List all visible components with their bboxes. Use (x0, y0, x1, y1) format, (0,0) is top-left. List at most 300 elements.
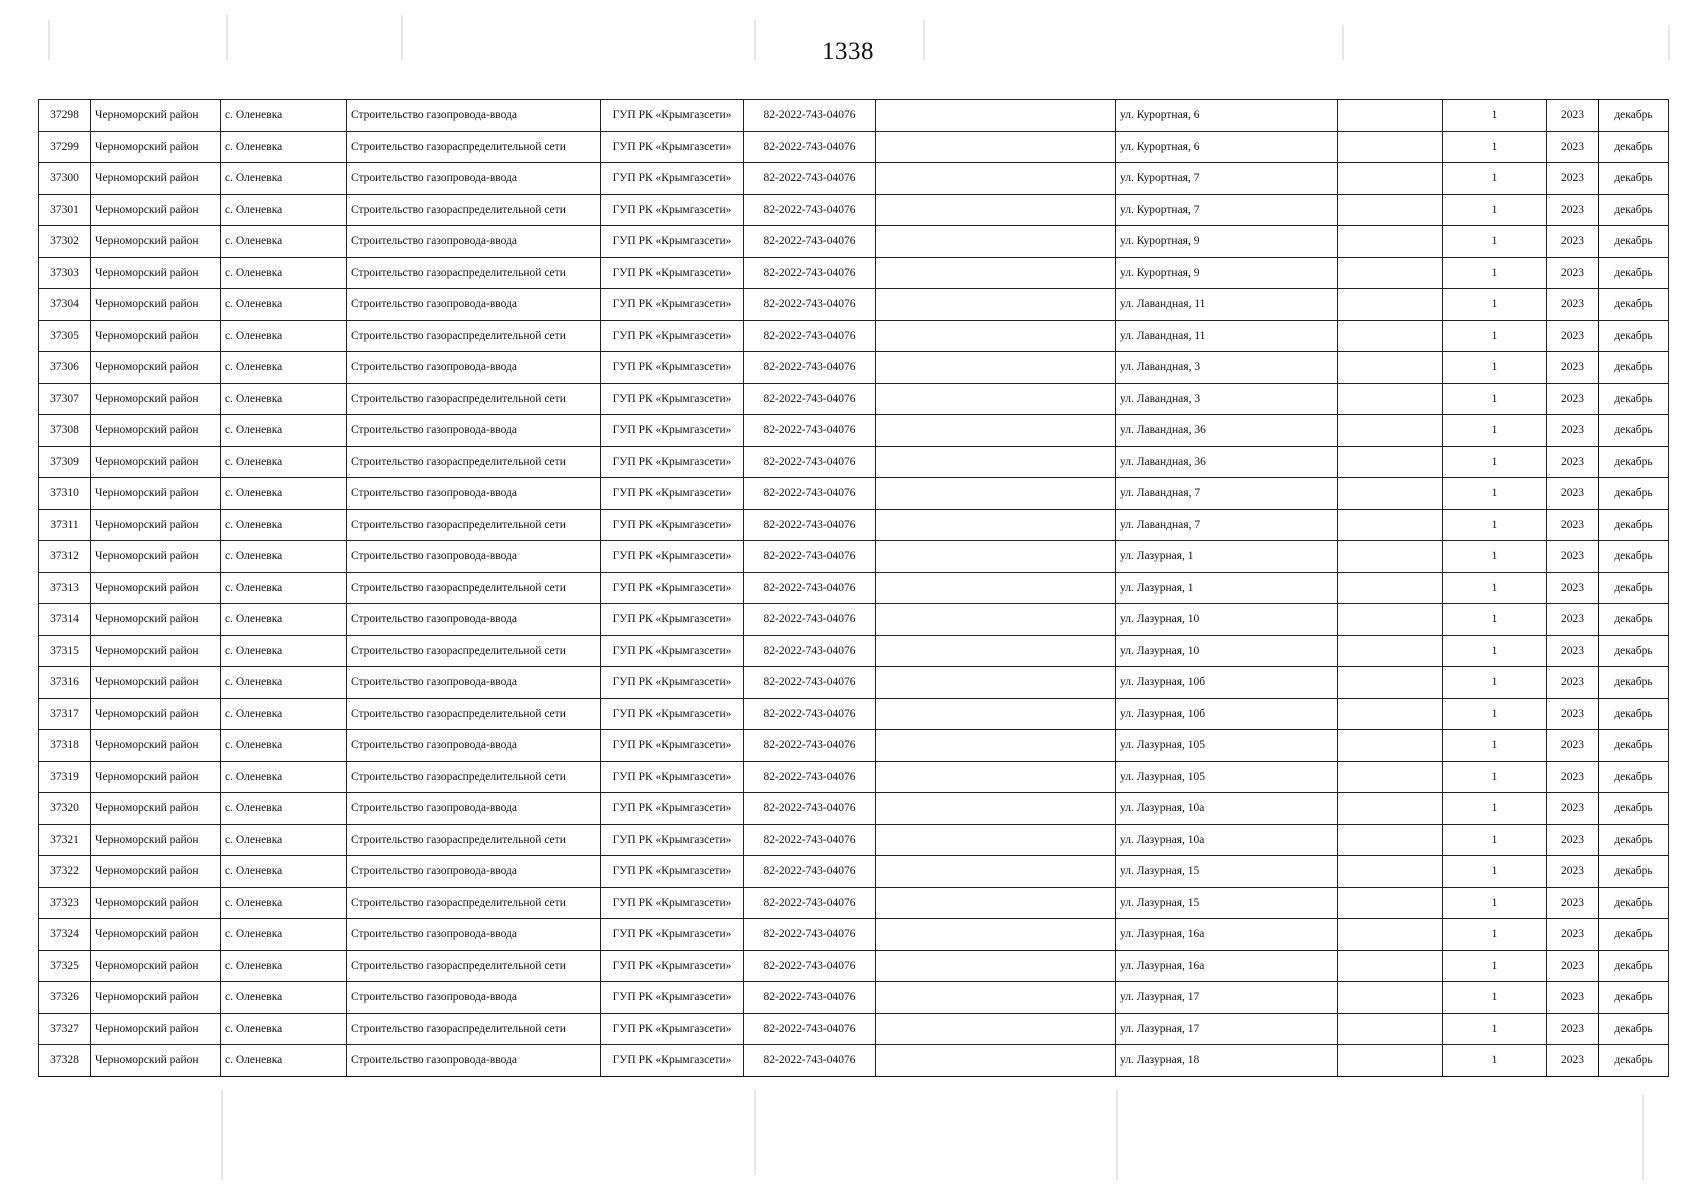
cell-district: Черноморский район (91, 509, 221, 541)
cell-month: декабрь (1599, 1013, 1669, 1045)
cell-project-code: 82-2022-743-04076 (744, 226, 876, 258)
cell-district: Черноморский район (91, 919, 221, 951)
cell-village: с. Оленевка (221, 572, 347, 604)
cell-organization: ГУП РК «Крымгазсети» (601, 257, 744, 289)
cell-work-type: Строительство газораспределительной сети (347, 509, 601, 541)
cell-month: декабрь (1599, 1045, 1669, 1077)
cell-number: 37320 (39, 793, 91, 825)
cell-organization: ГУП РК «Крымгазсети» (601, 194, 744, 226)
cell-year: 2023 (1547, 919, 1599, 951)
table-row (39, 415, 1669, 447)
cell-blank (1338, 478, 1443, 510)
cell-address: ул. Лазурная, 10а (1116, 793, 1338, 825)
cell-year: 2023 (1547, 856, 1599, 888)
cell-blank (1338, 982, 1443, 1014)
cell-year: 2023 (1547, 257, 1599, 289)
cell-quantity: 1 (1443, 100, 1547, 132)
cell-village: с. Оленевка (221, 100, 347, 132)
cell-work-type: Строительство газораспределительной сети (347, 887, 601, 919)
cell-organization: ГУП РК «Крымгазсети» (601, 698, 744, 730)
cell-district: Черноморский район (91, 635, 221, 667)
cell-work-type: Строительство газопровода-ввода (347, 1045, 601, 1077)
cell-work-type: Строительство газораспределительной сети (347, 572, 601, 604)
cell-extra (876, 509, 1116, 541)
cell-organization: ГУП РК «Крымгазсети» (601, 604, 744, 636)
cell-address: ул. Лазурная, 10а (1116, 824, 1338, 856)
cell-village: с. Оленевка (221, 950, 347, 982)
cell-work-type: Строительство газопровода-ввода (347, 919, 601, 951)
cell-quantity: 1 (1443, 446, 1547, 478)
cell-extra (876, 131, 1116, 163)
table-row (39, 667, 1669, 699)
cell-village: с. Оленевка (221, 415, 347, 447)
cell-address: ул. Лазурная, 15 (1116, 887, 1338, 919)
cell-address: ул. Лавандная, 3 (1116, 383, 1338, 415)
table-row (39, 761, 1669, 793)
cell-organization: ГУП РК «Крымгазсети» (601, 572, 744, 604)
cell-year: 2023 (1547, 100, 1599, 132)
cell-work-type: Строительство газопровода-ввода (347, 793, 601, 825)
cell-organization: ГУП РК «Крымгазсети» (601, 824, 744, 856)
cell-work-type: Строительство газопровода-ввода (347, 667, 601, 699)
cell-district: Черноморский район (91, 541, 221, 573)
cell-work-type: Строительство газопровода-ввода (347, 100, 601, 132)
cell-extra (876, 320, 1116, 352)
cell-district: Черноморский район (91, 982, 221, 1014)
cell-work-type: Строительство газопровода-ввода (347, 163, 601, 195)
cell-year: 2023 (1547, 352, 1599, 384)
cell-work-type: Строительство газопровода-ввода (347, 415, 601, 447)
cell-address: ул. Лавандная, 36 (1116, 446, 1338, 478)
cell-organization: ГУП РК «Крымгазсети» (601, 856, 744, 888)
cell-extra (876, 572, 1116, 604)
cell-extra (876, 194, 1116, 226)
cell-blank (1338, 163, 1443, 195)
cell-village: с. Оленевка (221, 446, 347, 478)
cell-work-type: Строительство газораспределительной сети (347, 950, 601, 982)
cell-blank (1338, 698, 1443, 730)
cell-organization: ГУП РК «Крымгазсети» (601, 446, 744, 478)
table-row (39, 352, 1669, 384)
cell-work-type: Строительство газораспределительной сети (347, 635, 601, 667)
cell-village: с. Оленевка (221, 698, 347, 730)
cell-address: ул. Лавандная, 3 (1116, 352, 1338, 384)
cell-address: ул. Курортная, 6 (1116, 100, 1338, 132)
cell-quantity: 1 (1443, 761, 1547, 793)
cell-project-code: 82-2022-743-04076 (744, 163, 876, 195)
cell-organization: ГУП РК «Крымгазсети» (601, 667, 744, 699)
table-row (39, 1013, 1669, 1045)
table-row (39, 635, 1669, 667)
cell-extra (876, 950, 1116, 982)
cell-extra (876, 446, 1116, 478)
cell-village: с. Оленевка (221, 604, 347, 636)
table-row (39, 887, 1669, 919)
table-row (39, 604, 1669, 636)
cell-project-code: 82-2022-743-04076 (744, 793, 876, 825)
cell-month: декабрь (1599, 226, 1669, 258)
cell-address: ул. Лавандная, 7 (1116, 509, 1338, 541)
cell-year: 2023 (1547, 541, 1599, 573)
cell-month: декабрь (1599, 446, 1669, 478)
cell-blank (1338, 257, 1443, 289)
cell-address: ул. Лавандная, 11 (1116, 320, 1338, 352)
cell-blank (1338, 289, 1443, 321)
table-row (39, 478, 1669, 510)
cell-month: декабрь (1599, 604, 1669, 636)
cell-quantity: 1 (1443, 824, 1547, 856)
cell-number: 37319 (39, 761, 91, 793)
cell-project-code: 82-2022-743-04076 (744, 131, 876, 163)
cell-project-code: 82-2022-743-04076 (744, 698, 876, 730)
cell-quantity: 1 (1443, 698, 1547, 730)
cell-project-code: 82-2022-743-04076 (744, 635, 876, 667)
cell-village: с. Оленевка (221, 226, 347, 258)
cell-project-code: 82-2022-743-04076 (744, 761, 876, 793)
table-row (39, 100, 1669, 132)
cell-number: 37325 (39, 950, 91, 982)
cell-extra (876, 667, 1116, 699)
cell-month: декабрь (1599, 100, 1669, 132)
cell-extra (876, 226, 1116, 258)
cell-blank (1338, 509, 1443, 541)
cell-quantity: 1 (1443, 572, 1547, 604)
cell-number: 37306 (39, 352, 91, 384)
cell-village: с. Оленевка (221, 887, 347, 919)
cell-district: Черноморский район (91, 856, 221, 888)
cell-quantity: 1 (1443, 793, 1547, 825)
cell-project-code: 82-2022-743-04076 (744, 478, 876, 510)
cell-work-type: Строительство газопровода-ввода (347, 856, 601, 888)
cell-year: 2023 (1547, 572, 1599, 604)
cell-district: Черноморский район (91, 478, 221, 510)
cell-district: Черноморский район (91, 761, 221, 793)
cell-blank (1338, 604, 1443, 636)
cell-organization: ГУП РК «Крымгазсети» (601, 383, 744, 415)
table-row (39, 824, 1669, 856)
cell-address: ул. Лазурная, 10 (1116, 604, 1338, 636)
cell-district: Черноморский район (91, 100, 221, 132)
cell-village: с. Оленевка (221, 289, 347, 321)
cell-district: Черноморский район (91, 604, 221, 636)
cell-project-code: 82-2022-743-04076 (744, 320, 876, 352)
cell-extra (876, 289, 1116, 321)
cell-address: ул. Лазурная, 17 (1116, 982, 1338, 1014)
cell-number: 37315 (39, 635, 91, 667)
cell-village: с. Оленевка (221, 793, 347, 825)
cell-year: 2023 (1547, 950, 1599, 982)
cell-month: декабрь (1599, 415, 1669, 447)
cell-organization: ГУП РК «Крымгазсети» (601, 950, 744, 982)
cell-village: с. Оленевка (221, 257, 347, 289)
cell-project-code: 82-2022-743-04076 (744, 383, 876, 415)
cell-work-type: Строительство газораспределительной сети (347, 194, 601, 226)
cell-month: декабрь (1599, 982, 1669, 1014)
cell-address: ул. Курортная, 6 (1116, 131, 1338, 163)
cell-number: 37312 (39, 541, 91, 573)
cell-village: с. Оленевка (221, 383, 347, 415)
cell-number: 37317 (39, 698, 91, 730)
cell-work-type: Строительство газопровода-ввода (347, 289, 601, 321)
cell-village: с. Оленевка (221, 982, 347, 1014)
cell-project-code: 82-2022-743-04076 (744, 572, 876, 604)
cell-village: с. Оленевка (221, 635, 347, 667)
cell-organization: ГУП РК «Крымгазсети» (601, 352, 744, 384)
table-row (39, 446, 1669, 478)
cell-district: Черноморский район (91, 257, 221, 289)
cell-district: Черноморский район (91, 131, 221, 163)
cell-village: с. Оленевка (221, 509, 347, 541)
cell-address: ул. Курортная, 9 (1116, 257, 1338, 289)
cell-blank (1338, 446, 1443, 478)
cell-work-type: Строительство газопровода-ввода (347, 226, 601, 258)
cell-month: декабрь (1599, 383, 1669, 415)
cell-project-code: 82-2022-743-04076 (744, 919, 876, 951)
page-number: 1338 (822, 38, 874, 65)
cell-district: Черноморский район (91, 824, 221, 856)
cell-organization: ГУП РК «Крымгазсети» (601, 1045, 744, 1077)
cell-year: 2023 (1547, 982, 1599, 1014)
cell-number: 37322 (39, 856, 91, 888)
cell-address: ул. Лазурная, 1 (1116, 541, 1338, 573)
cell-extra (876, 982, 1116, 1014)
table-row (39, 698, 1669, 730)
cell-year: 2023 (1547, 446, 1599, 478)
cell-address: ул. Лавандная, 7 (1116, 478, 1338, 510)
cell-organization: ГУП РК «Крымгазсети» (601, 289, 744, 321)
cell-organization: ГУП РК «Крымгазсети» (601, 541, 744, 573)
cell-extra (876, 100, 1116, 132)
cell-year: 2023 (1547, 226, 1599, 258)
cell-month: декабрь (1599, 698, 1669, 730)
cell-organization: ГУП РК «Крымгазсети» (601, 163, 744, 195)
table-row (39, 509, 1669, 541)
cell-year: 2023 (1547, 415, 1599, 447)
cell-quantity: 1 (1443, 541, 1547, 573)
cell-organization: ГУП РК «Крымгазсети» (601, 415, 744, 447)
cell-organization: ГУП РК «Крымгазсети» (601, 919, 744, 951)
cell-quantity: 1 (1443, 1013, 1547, 1045)
cell-project-code: 82-2022-743-04076 (744, 415, 876, 447)
cell-work-type: Строительство газопровода-ввода (347, 352, 601, 384)
registry-table (38, 99, 1669, 1077)
cell-extra (876, 824, 1116, 856)
cell-extra (876, 383, 1116, 415)
table-row (39, 793, 1669, 825)
cell-project-code: 82-2022-743-04076 (744, 950, 876, 982)
cell-village: с. Оленевка (221, 478, 347, 510)
cell-organization: ГУП РК «Крымгазсети» (601, 478, 744, 510)
cell-number: 37313 (39, 572, 91, 604)
cell-organization: ГУП РК «Крымгазсети» (601, 635, 744, 667)
cell-quantity: 1 (1443, 919, 1547, 951)
cell-work-type: Строительство газораспределительной сети (347, 698, 601, 730)
cell-extra (876, 257, 1116, 289)
cell-blank (1338, 383, 1443, 415)
cell-blank (1338, 856, 1443, 888)
cell-address: ул. Лазурная, 105 (1116, 730, 1338, 762)
cell-extra (876, 163, 1116, 195)
cell-number: 37301 (39, 194, 91, 226)
cell-organization: ГУП РК «Крымгазсети» (601, 100, 744, 132)
cell-project-code: 82-2022-743-04076 (744, 257, 876, 289)
cell-blank (1338, 131, 1443, 163)
cell-blank (1338, 761, 1443, 793)
cell-quantity: 1 (1443, 383, 1547, 415)
cell-blank (1338, 194, 1443, 226)
cell-work-type: Строительство газопровода-ввода (347, 541, 601, 573)
cell-extra (876, 856, 1116, 888)
cell-village: с. Оленевка (221, 1045, 347, 1077)
cell-district: Черноморский район (91, 1045, 221, 1077)
cell-quantity: 1 (1443, 509, 1547, 541)
cell-work-type: Строительство газораспределительной сети (347, 824, 601, 856)
cell-organization: ГУП РК «Крымгазсети» (601, 320, 744, 352)
cell-extra (876, 793, 1116, 825)
cell-number: 37310 (39, 478, 91, 510)
cell-work-type: Строительство газораспределительной сети (347, 761, 601, 793)
cell-district: Черноморский район (91, 289, 221, 321)
cell-work-type: Строительство газораспределительной сети (347, 257, 601, 289)
cell-extra (876, 478, 1116, 510)
cell-district: Черноморский район (91, 1013, 221, 1045)
cell-month: декабрь (1599, 635, 1669, 667)
cell-blank (1338, 226, 1443, 258)
cell-number: 37308 (39, 415, 91, 447)
cell-number: 37302 (39, 226, 91, 258)
table-row (39, 131, 1669, 163)
cell-address: ул. Лазурная, 17 (1116, 1013, 1338, 1045)
cell-district: Черноморский район (91, 887, 221, 919)
table-row (39, 383, 1669, 415)
cell-village: с. Оленевка (221, 320, 347, 352)
cell-quantity: 1 (1443, 163, 1547, 195)
cell-quantity: 1 (1443, 604, 1547, 636)
cell-blank (1338, 541, 1443, 573)
table-row (39, 257, 1669, 289)
cell-village: с. Оленевка (221, 352, 347, 384)
cell-village: с. Оленевка (221, 541, 347, 573)
cell-year: 2023 (1547, 887, 1599, 919)
table-row (39, 289, 1669, 321)
cell-month: декабрь (1599, 194, 1669, 226)
cell-quantity: 1 (1443, 289, 1547, 321)
table-row (39, 226, 1669, 258)
cell-work-type: Строительство газораспределительной сети (347, 383, 601, 415)
cell-organization: ГУП РК «Крымгазсети» (601, 1013, 744, 1045)
cell-quantity: 1 (1443, 730, 1547, 762)
table-row (39, 856, 1669, 888)
cell-project-code: 82-2022-743-04076 (744, 194, 876, 226)
cell-month: декабрь (1599, 950, 1669, 982)
cell-district: Черноморский район (91, 194, 221, 226)
cell-year: 2023 (1547, 667, 1599, 699)
cell-blank (1338, 667, 1443, 699)
cell-district: Черноморский район (91, 352, 221, 384)
cell-project-code: 82-2022-743-04076 (744, 541, 876, 573)
cell-month: декабрь (1599, 761, 1669, 793)
cell-work-type: Строительство газораспределительной сети (347, 446, 601, 478)
cell-village: с. Оленевка (221, 856, 347, 888)
table-row (39, 950, 1669, 982)
cell-district: Черноморский район (91, 226, 221, 258)
cell-work-type: Строительство газопровода-ввода (347, 982, 601, 1014)
cell-address: ул. Лазурная, 1 (1116, 572, 1338, 604)
cell-number: 37316 (39, 667, 91, 699)
cell-project-code: 82-2022-743-04076 (744, 856, 876, 888)
cell-number: 37299 (39, 131, 91, 163)
cell-year: 2023 (1547, 604, 1599, 636)
cell-village: с. Оленевка (221, 824, 347, 856)
cell-project-code: 82-2022-743-04076 (744, 1045, 876, 1077)
cell-quantity: 1 (1443, 131, 1547, 163)
cell-month: декабрь (1599, 257, 1669, 289)
cell-number: 37304 (39, 289, 91, 321)
cell-district: Черноморский район (91, 698, 221, 730)
cell-address: ул. Лазурная, 105 (1116, 761, 1338, 793)
cell-project-code: 82-2022-743-04076 (744, 730, 876, 762)
cell-blank (1338, 824, 1443, 856)
cell-year: 2023 (1547, 698, 1599, 730)
cell-address: ул. Лазурная, 16а (1116, 950, 1338, 982)
cell-project-code: 82-2022-743-04076 (744, 604, 876, 636)
cell-year: 2023 (1547, 761, 1599, 793)
cell-organization: ГУП РК «Крымгазсети» (601, 793, 744, 825)
cell-year: 2023 (1547, 131, 1599, 163)
table-row (39, 163, 1669, 195)
cell-address: ул. Лазурная, 15 (1116, 856, 1338, 888)
cell-month: декабрь (1599, 572, 1669, 604)
cell-number: 37311 (39, 509, 91, 541)
cell-blank (1338, 793, 1443, 825)
cell-work-type: Строительство газопровода-ввода (347, 730, 601, 762)
cell-number: 37323 (39, 887, 91, 919)
cell-address: ул. Лазурная, 18 (1116, 1045, 1338, 1077)
cell-year: 2023 (1547, 509, 1599, 541)
cell-number: 37298 (39, 100, 91, 132)
cell-extra (876, 919, 1116, 951)
cell-number: 37300 (39, 163, 91, 195)
cell-month: декабрь (1599, 793, 1669, 825)
cell-extra (876, 604, 1116, 636)
table-row (39, 730, 1669, 762)
cell-year: 2023 (1547, 730, 1599, 762)
cell-extra (876, 761, 1116, 793)
table-row (39, 572, 1669, 604)
cell-project-code: 82-2022-743-04076 (744, 100, 876, 132)
cell-extra (876, 352, 1116, 384)
table-row (39, 541, 1669, 573)
cell-work-type: Строительство газопровода-ввода (347, 604, 601, 636)
cell-blank (1338, 320, 1443, 352)
cell-organization: ГУП РК «Крымгазсети» (601, 887, 744, 919)
cell-village: с. Оленевка (221, 730, 347, 762)
cell-blank (1338, 572, 1443, 604)
cell-district: Черноморский район (91, 383, 221, 415)
cell-project-code: 82-2022-743-04076 (744, 982, 876, 1014)
cell-year: 2023 (1547, 478, 1599, 510)
cell-number: 37318 (39, 730, 91, 762)
cell-quantity: 1 (1443, 667, 1547, 699)
cell-address: ул. Курортная, 7 (1116, 163, 1338, 195)
cell-number: 37327 (39, 1013, 91, 1045)
cell-blank (1338, 730, 1443, 762)
cell-blank (1338, 415, 1443, 447)
cell-month: декабрь (1599, 509, 1669, 541)
cell-blank (1338, 352, 1443, 384)
cell-month: декабрь (1599, 352, 1669, 384)
cell-district: Черноморский район (91, 793, 221, 825)
